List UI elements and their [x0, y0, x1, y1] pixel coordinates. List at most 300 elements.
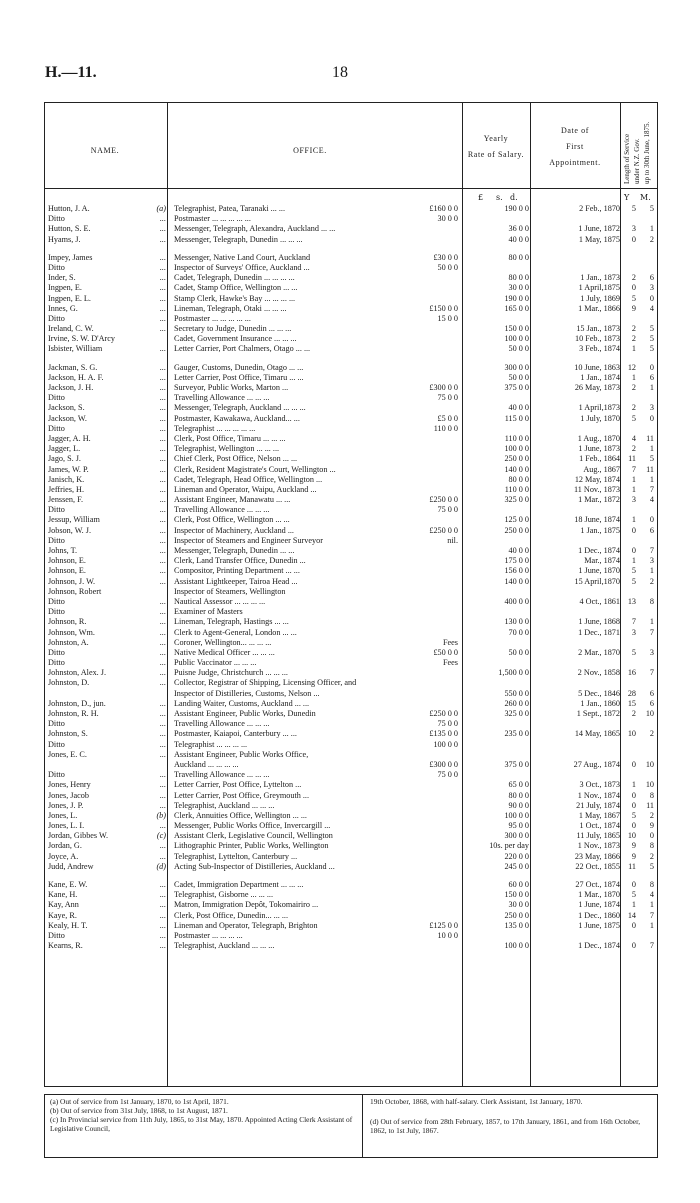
row-appointment-date: 2 Feb., 1870	[579, 204, 620, 213]
table-row	[44, 791, 658, 801]
row-name: Ditto	[48, 719, 65, 729]
row-footnote-marker: ...	[159, 535, 166, 545]
row-appointment-date: 1 Mar., 1866	[578, 303, 620, 313]
row-footnote-marker: ...	[159, 851, 166, 861]
row-service-months: 1	[649, 900, 654, 910]
row-appointment-date: 11 July, 1865	[576, 831, 620, 841]
row-service-months: 5	[649, 204, 654, 213]
table-row	[44, 617, 658, 627]
row-name: Judd, Andrew	[48, 861, 94, 871]
row-office: Letter Carrier, Port Chalmers, Otago ... ...	[174, 344, 311, 354]
table-row	[44, 890, 658, 900]
row-yearly-salary: 110 0 0	[504, 433, 529, 443]
unit-m: M.	[640, 193, 651, 202]
row-yearly-salary: 95 0 0	[508, 821, 529, 831]
row-office: Assistant Lightkeeper, Tairoa Head ...	[174, 576, 298, 586]
row-name: Ditto	[48, 596, 65, 606]
row-appointment-date: 5 Dec., 1846	[578, 688, 620, 698]
row-office: Assistant Engineer, Manawatu ... ...	[174, 495, 291, 505]
row-footnote-marker: ...	[159, 224, 166, 234]
row-appointment-date: 11 Nov., 1873	[573, 484, 620, 494]
row-service-months: 6	[649, 688, 654, 698]
row-service-years: 2	[631, 709, 636, 718]
row-service-months: 5	[649, 324, 654, 334]
row-office: Matron, Immigration Depôt, Tokomairiro ...	[174, 900, 319, 910]
row-office: Assistant Clerk, Legislative Council, Wellington	[174, 831, 333, 841]
row-footnote-marker: ...	[159, 596, 166, 606]
row-name: Jones, L. I.	[48, 821, 85, 831]
row-yearly-salary: 150 0 0	[504, 890, 529, 900]
row-service-months: 8	[649, 596, 654, 606]
row-appointment-date: 1 July, 1870	[580, 413, 620, 423]
row-service-years: 11	[628, 454, 636, 464]
row-service-years: 9	[631, 303, 636, 313]
row-yearly-salary: 175 0 0	[504, 556, 529, 566]
row-service-months: 8	[649, 841, 654, 851]
row-footnote-marker: ...	[159, 433, 166, 443]
row-office: Telegraphist, Gisborne ... ... ...	[174, 890, 274, 900]
row-yearly-salary: 245 0 0	[504, 861, 529, 871]
table-row	[44, 900, 658, 910]
row-yearly-salary: 50 0 0	[508, 372, 529, 382]
row-office: Clerk to Agent-General, London ... ...	[174, 627, 297, 637]
table-row	[44, 263, 658, 273]
row-office: Cadet, Immigration Department ... ... ...	[174, 880, 304, 889]
row-sub-amount: £250 0 0	[429, 525, 458, 535]
row-name: Jones, Jacob	[48, 790, 89, 800]
row-appointment-date: 15 April,1870	[574, 576, 620, 586]
row-yearly-salary: 100 0 0	[504, 444, 529, 454]
table-row	[44, 214, 658, 224]
row-yearly-salary: 130 0 0	[504, 617, 529, 627]
footnote-divider	[362, 1094, 363, 1158]
row-office: Messenger, Telegraph, Dunedin ... ...	[174, 546, 295, 555]
row-office: Messenger, Telegraph, Auckland ... ... ...	[174, 403, 306, 413]
col-head-service-2: under N.Z. Gov.	[633, 138, 641, 184]
row-name: Johnston, R. H.	[48, 709, 99, 718]
row-footnote-marker: ...	[159, 546, 166, 555]
row-name: Jackman, S. G.	[48, 362, 98, 372]
row-office: Lineman, Telegraph, Hastings ... ...	[174, 617, 289, 627]
row-appointment-date: 12 May, 1874	[574, 474, 620, 484]
row-footnote-marker: (d)	[156, 861, 166, 871]
row-appointment-date: 2 Nov., 1858	[577, 668, 620, 678]
row-service-years: 4	[631, 433, 636, 443]
row-service-years: 12	[627, 362, 636, 372]
row-appointment-date: 2 Mar., 1870	[578, 647, 620, 657]
row-service-months: 7	[649, 627, 654, 637]
row-sub-amount: 10 0 0	[437, 930, 458, 940]
row-yearly-salary: 50 0 0	[508, 647, 529, 657]
row-footnote-marker: ...	[159, 920, 166, 930]
table-row	[44, 689, 658, 699]
row-service-years: 5	[631, 576, 636, 586]
table-row	[44, 921, 658, 931]
row-service-years: 28	[627, 688, 636, 698]
row-service-months: 1	[649, 617, 654, 627]
row-name: Ditto	[48, 313, 65, 323]
row-service-months: 2	[649, 576, 654, 586]
table-row	[44, 941, 658, 951]
row-yearly-salary: 70 0 0	[508, 627, 529, 637]
row-yearly-salary: 100 0 0	[504, 810, 529, 820]
row-name: Jackson, J. H.	[48, 383, 94, 392]
row-service-years: 0	[631, 821, 636, 831]
footnote-c-cont: 19th October, 1868, with half-salary. Clerk Assistant, 1st January, 1870.	[370, 1097, 583, 1106]
row-office: Inspector of Steamers and Engineer Surveyor	[174, 535, 323, 545]
table-row	[44, 536, 658, 546]
table-row	[44, 638, 658, 648]
row-office: Letter Carrier, Post Office, Timaru ... ...	[174, 372, 304, 382]
row-service-months: 10	[645, 709, 654, 718]
table-row	[44, 314, 658, 324]
row-office: Lineman, Telegraph, Otaki ... ... ...	[174, 303, 287, 313]
row-service-months: 5	[649, 344, 654, 354]
col-head-salary-2: Rate of Salary.	[467, 150, 525, 159]
row-name: Johnston, S.	[48, 729, 88, 739]
row-gap	[44, 245, 658, 253]
row-office: Postmaster ... ... ... ... ...	[174, 313, 251, 323]
row-footnote-marker: ...	[159, 464, 166, 474]
table-row	[44, 719, 658, 729]
row-office: Cadet, Stamp Office, Wellington ... ...	[174, 283, 298, 293]
row-name: Jordan, Gibbes W.	[48, 831, 109, 841]
row-footnote-marker: ...	[159, 880, 166, 889]
row-sub-amount: Fees	[442, 637, 458, 647]
row-office: Clerk, Annuities Office, Wellington ... ...	[174, 810, 307, 820]
row-service-years: 5	[631, 413, 636, 423]
row-service-months: 0	[649, 293, 654, 303]
table-row	[44, 253, 658, 263]
row-office: Messenger, Public Works Office, Invercargill ...	[174, 821, 331, 831]
footnote-a: (a) Out of service from 1st January, 1870, to 1st April, 1871.	[50, 1097, 229, 1106]
row-service-years: 5	[631, 810, 636, 820]
row-service-years: 0	[631, 800, 636, 810]
page-number: 18	[332, 64, 348, 81]
row-yearly-salary: 550 0 0	[504, 688, 529, 698]
row-service-years: 0	[631, 525, 636, 535]
row-sub-amount: £300 0 0	[429, 759, 458, 769]
table-row	[44, 363, 658, 373]
row-footnote-marker: ...	[159, 454, 166, 464]
row-sub-amount: £250 0 0	[429, 709, 458, 718]
footnote-c: (c) In Provincial service from 11th July, 1865, to 31st May, 1870. Appointed Acting Clerk Assistant of Legislative Council,	[50, 1115, 353, 1133]
row-footnote-marker: ...	[159, 423, 166, 433]
row-footnote-marker: (b)	[156, 810, 166, 820]
row-footnote-marker: ...	[159, 393, 166, 403]
table-row	[44, 841, 658, 851]
row-appointment-date: 27 Oct., 1874	[575, 880, 620, 889]
row-yearly-salary: 115 0 0	[504, 413, 529, 423]
col-head-appt-2: First	[566, 142, 584, 151]
row-service-years: 1	[631, 900, 636, 910]
table-row	[44, 880, 658, 890]
row-name: Johnson, J. W.	[48, 576, 96, 586]
row-service-years: 2	[631, 334, 636, 344]
row-yearly-salary: 375 0 0	[504, 759, 529, 769]
row-office: Inspector of Steamers, Wellington	[174, 586, 286, 596]
table-row	[44, 648, 658, 658]
table-row	[44, 770, 658, 780]
table-row	[44, 526, 658, 536]
row-service-years: 1	[631, 474, 636, 484]
row-name: Ditto	[48, 770, 65, 780]
row-service-months: 4	[649, 303, 654, 313]
table-row	[44, 852, 658, 862]
row-office: Cadet, Telegraph, Dunedin ... ... ... ...	[174, 273, 295, 283]
row-sub-amount: £125 0 0	[429, 920, 458, 930]
row-appointment-date: 1 April,1875	[578, 283, 620, 293]
row-office: Postmaster ... ... ... ... ...	[174, 214, 251, 224]
row-yearly-salary: 165 0 0	[504, 303, 529, 313]
row-service-years: 3	[631, 495, 636, 505]
row-sub-amount: nil.	[447, 535, 458, 545]
row-service-months: 2	[649, 234, 654, 244]
row-name: Janisch, K.	[48, 474, 85, 484]
row-yearly-salary: 80 0 0	[508, 790, 529, 800]
row-gap	[44, 355, 658, 363]
row-service-years: 1	[631, 484, 636, 494]
row-footnote-marker: ...	[159, 324, 166, 334]
col-head-office: OFFICE.	[293, 146, 327, 155]
row-service-months: 3	[649, 403, 654, 413]
row-footnote-marker: ...	[159, 283, 166, 293]
row-footnote-marker: ...	[159, 739, 166, 749]
row-sub-amount: 15 0 0	[437, 313, 458, 323]
row-footnote-marker: ...	[159, 413, 166, 423]
table-row	[44, 607, 658, 617]
row-appointment-date: 1 Jan., 1873	[580, 273, 620, 283]
row-office: Chief Clerk, Post Office, Nelson ... ...	[174, 454, 298, 464]
row-footnote-marker: ...	[159, 729, 166, 739]
row-service-months: 3	[649, 647, 654, 657]
table-row	[44, 709, 658, 719]
table-row	[44, 556, 658, 566]
row-yearly-salary: 60 0 0	[508, 880, 529, 889]
row-yearly-salary: 30 0 0	[508, 900, 529, 910]
footnote-d: (d) Out of service from 28th February, 1857, to 17th January, 1861, and from 16th October, 1862, to 1st July, 1867.	[370, 1117, 641, 1135]
row-office: Acting Sub-Inspector of Distilleries, Auckland ...	[174, 861, 335, 871]
row-yearly-salary: 80 0 0	[508, 273, 529, 283]
row-name: Jagger, L.	[48, 444, 81, 454]
table-row	[44, 628, 658, 638]
row-yearly-salary: 235 0 0	[504, 729, 529, 739]
row-appointment-date: 1 Mar., 1872	[578, 495, 620, 505]
row-footnote-marker: ...	[159, 362, 166, 372]
row-footnote-marker: ...	[159, 910, 166, 920]
col-head-salary-1: Yearly	[483, 134, 509, 143]
row-service-months: 3	[649, 556, 654, 566]
row-office: Assistant Engineer, Public Works, Dunedin	[174, 709, 316, 718]
row-name: Jones, L.	[48, 810, 78, 820]
row-service-years: 7	[631, 464, 636, 474]
row-appointment-date: 1 Jan., 1860	[580, 698, 620, 708]
row-yearly-salary: 110 0 0	[504, 484, 529, 494]
table-row	[44, 495, 658, 505]
row-footnote-marker: ...	[159, 252, 166, 262]
row-name: Jones, J. P.	[48, 800, 84, 810]
row-appointment-date: 1 Feb., 1864	[579, 454, 620, 464]
row-name: Kane, H.	[48, 890, 78, 900]
table-row	[44, 740, 658, 750]
table-row	[44, 444, 658, 454]
row-service-years: 0	[631, 920, 636, 930]
row-footnote-marker: ...	[159, 313, 166, 323]
row-office: Postmaster, Kaiapoi, Canterbury ... ...	[174, 729, 297, 739]
row-name: Hutton, S. E.	[48, 224, 91, 234]
row-service-years: 2	[631, 273, 636, 283]
table-row	[44, 587, 658, 597]
row-office: Native Medical Officer ... ... ...	[174, 647, 275, 657]
row-name: Kealy, H. T.	[48, 920, 88, 930]
row-service-years: 15	[627, 698, 636, 708]
row-service-years: 2	[631, 444, 636, 454]
row-sub-amount: £30 0 0	[433, 252, 458, 262]
table-row	[44, 811, 658, 821]
row-service-years: 0	[631, 546, 636, 555]
row-yearly-salary: 250 0 0	[504, 525, 529, 535]
row-name: Ingpen, E.	[48, 283, 82, 293]
table-row	[44, 273, 658, 283]
table-row	[44, 485, 658, 495]
row-appointment-date: 1 June, 1873	[578, 444, 620, 454]
row-service-months: 8	[649, 880, 654, 889]
row-office: Letter Carrier, Post Office, Greymouth ...	[174, 790, 310, 800]
row-yearly-salary: 30 0 0	[508, 283, 529, 293]
row-service-months: 4	[649, 890, 654, 900]
col-head-appt-3: Appointment.	[549, 158, 601, 167]
row-yearly-salary: 300 0 0	[504, 362, 529, 372]
table-row	[44, 821, 658, 831]
row-appointment-date: 1 June, 1872	[578, 224, 620, 234]
row-footnote-marker: ...	[159, 627, 166, 637]
row-name: Kearns, R.	[48, 941, 83, 951]
row-appointment-date: 14 May, 1865	[574, 729, 620, 739]
table-row	[44, 283, 658, 293]
row-yearly-salary: 220 0 0	[504, 851, 529, 861]
row-footnote-marker: ...	[159, 698, 166, 708]
row-service-years: 5	[631, 293, 636, 303]
table-row	[44, 304, 658, 314]
table-row	[44, 505, 658, 515]
row-office: Telegraphist, Wellington ... ... ...	[174, 444, 280, 454]
row-office: Clerk, Post Office, Timaru ... ... ...	[174, 433, 286, 443]
row-name: Ditto	[48, 214, 65, 224]
row-service-months: 5	[649, 861, 654, 871]
row-service-months: 1	[649, 566, 654, 576]
row-service-years: 3	[631, 224, 636, 234]
row-service-months: 6	[649, 273, 654, 283]
row-office: Cadet, Telegraph, Head Office, Wellington ...	[174, 474, 323, 484]
row-yearly-salary: 50 0 0	[508, 344, 529, 354]
table-row	[44, 465, 658, 475]
row-service-months: 6	[649, 372, 654, 382]
row-appointment-date: Mar., 1874	[584, 556, 620, 566]
row-name: Ditto	[48, 739, 65, 749]
row-yearly-salary: 140 0 0	[504, 576, 529, 586]
row-service-years: 3	[631, 627, 636, 637]
row-name: Ditto	[48, 262, 65, 272]
row-service-months: 0	[649, 362, 654, 372]
row-office: Secretary to Judge, Dunedin ... ... ...	[174, 324, 292, 334]
table-row	[44, 235, 658, 245]
row-name: Jordan, G.	[48, 841, 82, 851]
row-yearly-salary: 300 0 0	[504, 831, 529, 841]
row-appointment-date: 3 Oct., 1873	[579, 780, 620, 790]
row-appointment-date: 21 July, 1874	[576, 800, 620, 810]
row-service-months: 6	[649, 698, 654, 708]
row-name: Jones, Henry	[48, 780, 91, 790]
row-footnote-marker: ...	[159, 372, 166, 382]
row-footnote-marker: ...	[159, 234, 166, 244]
row-office: Inspector of Distilleries, Customs, Nelson ...	[174, 688, 320, 698]
row-appointment-date: 23 May, 1866	[574, 851, 620, 861]
row-service-years: 0	[631, 234, 636, 244]
row-service-years: 16	[627, 668, 636, 678]
row-office: Cadet, Government Insurance ... ... ...	[174, 334, 297, 344]
row-office: Inspector of Machinery, Auckland ...	[174, 525, 294, 535]
table-row	[44, 414, 658, 424]
row-yearly-salary: 65 0 0	[508, 780, 529, 790]
table-row	[44, 729, 658, 739]
col-head-service-1: Length of Service	[623, 133, 631, 184]
row-name: Ditto	[48, 535, 65, 545]
row-office: Clerk, Post Office, Dunedin... ... ...	[174, 910, 289, 920]
row-service-years: 2	[631, 383, 636, 392]
row-footnote-marker: ...	[159, 709, 166, 718]
row-sub-amount: £5 0 0	[437, 413, 458, 423]
row-service-years: 0	[631, 880, 636, 889]
row-name: Johnson, Robert	[48, 586, 102, 596]
row-name: Jenssen, F.	[48, 495, 84, 505]
row-footnote-marker: ...	[159, 617, 166, 627]
row-appointment-date: 10 Feb., 1873	[574, 334, 620, 344]
row-name: Johnson, E.	[48, 566, 86, 576]
row-office: Inspector of Surveys' Office, Auckland ...	[174, 262, 310, 272]
row-yearly-salary: 80 0 0	[508, 474, 529, 484]
row-name: Johnson, E.	[48, 556, 86, 566]
row-appointment-date: 1 June, 1868	[578, 617, 620, 627]
row-service-months: 1	[649, 920, 654, 930]
row-service-months: 8	[649, 790, 654, 800]
row-service-years: 2	[631, 403, 636, 413]
row-service-months: 2	[649, 810, 654, 820]
row-name: Jessup, William	[48, 515, 100, 525]
row-service-months: 2	[649, 729, 654, 739]
row-name: Jeffries, H.	[48, 484, 84, 494]
row-name: Innes, G.	[48, 303, 78, 313]
row-footnote-marker: ...	[159, 719, 166, 729]
col-head-name: NAME.	[90, 146, 120, 155]
row-footnote-marker: (a)	[156, 204, 166, 213]
table-row	[44, 862, 658, 872]
row-office: Telegraphist, Patea, Taranaki ... ...	[174, 204, 286, 213]
row-service-months: 2	[649, 851, 654, 861]
col-head-service-3: up to 30th June, 1875.	[643, 121, 651, 184]
row-name: Ditto	[48, 930, 65, 940]
row-footnote-marker: ...	[159, 566, 166, 576]
row-appointment-date: 1 Mar., 1870	[578, 890, 620, 900]
row-office: Coroner, Wellington... ... ... ...	[174, 637, 272, 647]
table-row	[44, 383, 658, 393]
row-office: Postmaster, Kawakawa, Auckland... ...	[174, 413, 300, 423]
row-name: Jackson, W.	[48, 413, 87, 423]
row-name: Isbister, William	[48, 344, 103, 354]
row-service-months: 7	[649, 546, 654, 555]
row-office: Lineman and Operator, Telegraph, Brighton	[174, 920, 318, 930]
row-footnote-marker: ...	[159, 821, 166, 831]
row-service-years: 9	[631, 851, 636, 861]
